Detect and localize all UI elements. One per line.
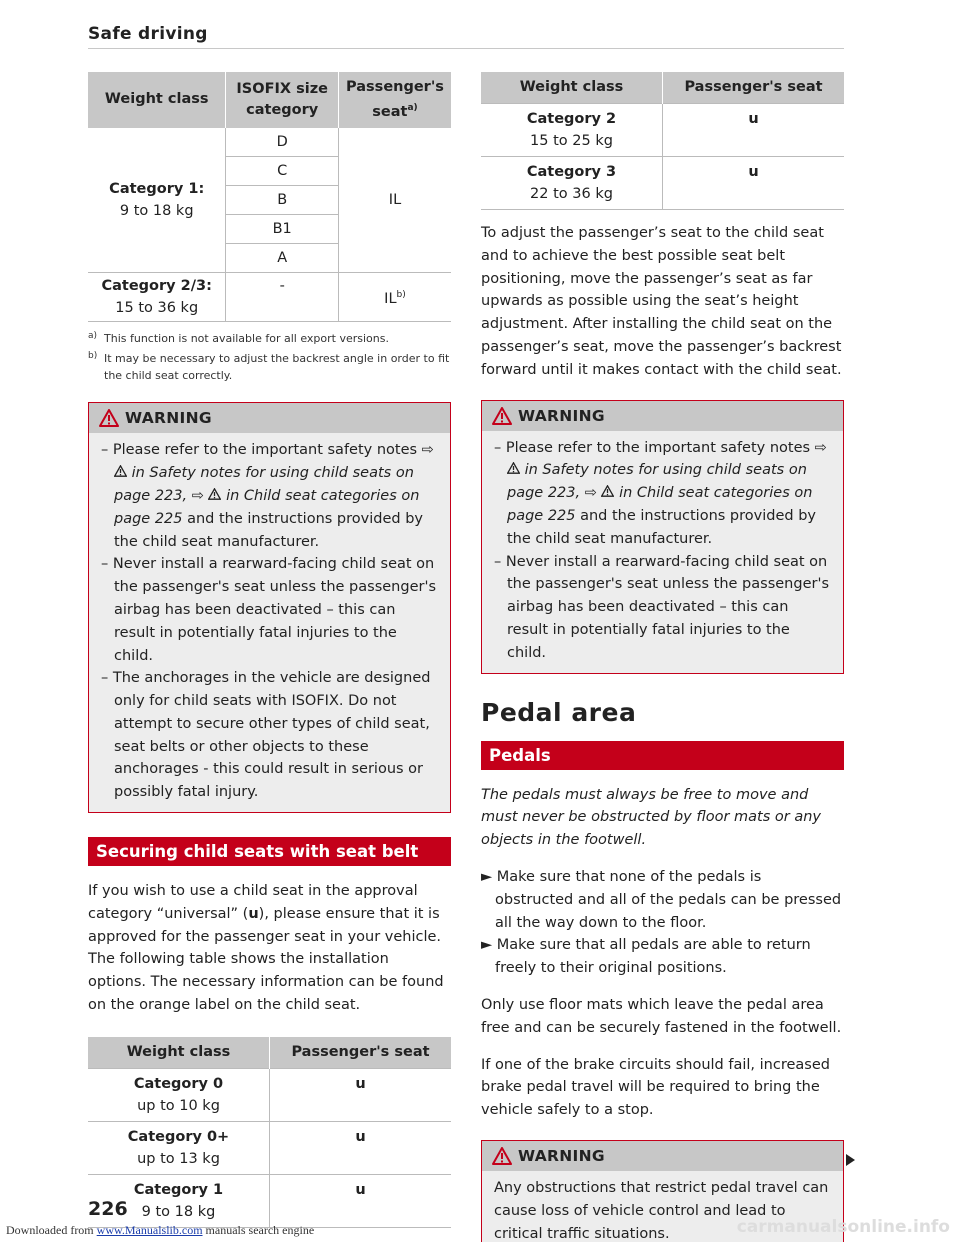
cat1-weight: 9 to 18 kg bbox=[119, 203, 194, 220]
warning-box-isofix bbox=[88, 402, 451, 813]
adjust-seat-paragraph: To adjust the passenger’s seat to the child seat and to achieve the best possible seat belt positioning, move the passenger’s seat as far upwards as possible using the seat’s height adjustment. After installing the child seat on the passenger’s seat, move the passenger’s backrest forward until it makes contact with the child seat. bbox=[481, 225, 842, 378]
download-footer bbox=[0, 1217, 960, 1242]
category-label: Category 2 bbox=[526, 111, 617, 127]
download-credit bbox=[6, 1223, 314, 1238]
child-seat-categories-link[interactable]: in Child seat categories on page 225 bbox=[507, 485, 813, 524]
belt-table-left bbox=[88, 1037, 451, 1228]
section-title-pedals: Pedals bbox=[481, 741, 844, 770]
header-divider bbox=[88, 48, 844, 49]
size-d: D bbox=[226, 128, 339, 157]
belt-left-header-seat: Passenger's seat bbox=[270, 1037, 452, 1069]
footnote-b bbox=[88, 350, 451, 384]
safety-notes-link[interactable]: in Safety notes for using child seats on page 223, bbox=[507, 462, 807, 502]
category-label: Category 0 bbox=[133, 1075, 224, 1092]
footnote-a-text: This function is not available for all export versions. bbox=[104, 332, 389, 346]
table-row bbox=[481, 104, 844, 157]
warning-body bbox=[89, 433, 450, 812]
warning-triangle-icon bbox=[208, 488, 221, 500]
weight-cell bbox=[481, 104, 663, 157]
warning-text: and the instructions provided by the child seat manufacturer. bbox=[507, 507, 816, 547]
weight-range: up to 13 kg bbox=[137, 1150, 220, 1167]
warning-item-rearward: – Never install a rearward-facing child seat on the passenger's seat unless the passenger's airbag has been deactivated – this can result in potentially fatal injuries to the child. bbox=[101, 556, 436, 664]
warning-title: WARNING bbox=[518, 1146, 605, 1165]
table-row bbox=[88, 1068, 451, 1121]
weight-range: up to 10 kg bbox=[137, 1097, 220, 1114]
footnote-a bbox=[88, 330, 451, 347]
isofix-table bbox=[88, 72, 451, 322]
arrow-symbol: ⇨ bbox=[191, 487, 204, 504]
isofix-header-size: ISOFIX size category bbox=[226, 72, 339, 128]
warning-triangle-icon bbox=[492, 407, 512, 425]
weight-cell bbox=[481, 157, 663, 210]
brake-circuit-paragraph: If one of the brake circuits should fail, increased brake pedal travel will be required to bring the vehicle safely to a stop. bbox=[481, 1056, 830, 1119]
paragraph-text: If you wish to use a child seat in the approval category “universal” ( bbox=[88, 883, 418, 922]
seat-cell: u bbox=[270, 1174, 452, 1227]
warning-text: – Please refer to the important safety notes ⇨ bbox=[101, 442, 434, 459]
manualslib-link[interactable]: www.Manualslib.com bbox=[96, 1223, 203, 1237]
table-row bbox=[481, 157, 844, 210]
cat23-cell bbox=[88, 273, 226, 322]
isofix-header-weight: Weight class bbox=[88, 72, 226, 128]
pedal-intro: The pedals must always be free to move and must never be obstructed by floor mats or any objects in the footwell. bbox=[481, 786, 821, 849]
section-title-seat-belt: Securing child seats with seat belt bbox=[88, 837, 451, 866]
warning-item-safety-notes bbox=[494, 437, 831, 551]
warning-item-safety-notes bbox=[101, 439, 438, 553]
safety-notes-link[interactable]: in Safety notes for using child seats on page 223, bbox=[114, 465, 414, 504]
cat1-cell bbox=[88, 128, 226, 273]
isofix-header-sup: a) bbox=[407, 103, 418, 113]
weight-range: 22 to 36 kg bbox=[530, 186, 613, 202]
warning-text: and the instructions provided by the child seat manufacturer. bbox=[114, 510, 423, 550]
size-b1: B1 bbox=[226, 215, 339, 244]
footnote-b-mark: b) bbox=[88, 351, 98, 362]
weight-cell bbox=[88, 1121, 270, 1174]
universal-symbol: u bbox=[248, 905, 259, 922]
warning-triangle-icon bbox=[601, 485, 614, 497]
seat-cell: u bbox=[270, 1121, 452, 1174]
paragraph-text: ), please ensure that it is approved for the passenger seat in your vehicle. The following table shows the installation options. The necessary information can be found on the orange label on the child seat. bbox=[88, 905, 444, 1014]
cat23-weight: 15 to 36 kg bbox=[115, 300, 199, 317]
arrow-symbol: ⇨ bbox=[584, 485, 597, 502]
cat23-seat: IL bbox=[384, 291, 397, 308]
warning-box-seat-belt bbox=[481, 400, 844, 674]
weight-cell bbox=[88, 1068, 270, 1121]
belt-right-header-weight: Weight class bbox=[481, 72, 663, 104]
child-seat-categories-link[interactable]: in Child seat categories on page 225 bbox=[114, 487, 420, 527]
warning-triangle-icon bbox=[114, 465, 127, 477]
warning-triangle-icon bbox=[507, 462, 520, 474]
footnote-a-mark: a) bbox=[88, 331, 98, 342]
left-column bbox=[88, 72, 451, 1228]
weight-range: 9 to 18 kg bbox=[141, 1203, 216, 1220]
warning-title: WARNING bbox=[125, 409, 212, 428]
category-label: Category 0+ bbox=[127, 1128, 230, 1145]
isofix-header-seat-text: Passenger's seat bbox=[346, 79, 444, 120]
page-number: 226 bbox=[88, 1198, 128, 1220]
warning-body bbox=[482, 431, 843, 673]
seat-cell: u bbox=[663, 104, 845, 157]
table-row bbox=[88, 1121, 451, 1174]
warning-title: WARNING bbox=[518, 406, 605, 425]
warning-header bbox=[482, 401, 843, 431]
warning-item-rearward: – Never install a rearward-facing child seat on the passenger's seat unless the passenger's airbag has been deactivated – this can result in potentially fatal injuries to the child. bbox=[494, 553, 829, 661]
download-prefix: Downloaded from bbox=[6, 1223, 94, 1237]
size-b: B bbox=[226, 186, 339, 215]
warning-text: – Please refer to the important safety notes ⇨ bbox=[494, 439, 827, 456]
watermark: carmanualsonline.info bbox=[736, 1217, 950, 1237]
cat1-seat: IL bbox=[338, 128, 451, 273]
download-suffix: manuals search engine bbox=[205, 1223, 315, 1237]
belt-table-right bbox=[481, 72, 844, 210]
seat-belt-paragraph bbox=[88, 880, 451, 1017]
footnote-b-text: It may be necessary to adjust the backrest angle in order to fit the child seat correctly. bbox=[104, 352, 450, 383]
warning-triangle-icon bbox=[99, 409, 119, 427]
continue-arrow-icon bbox=[846, 1154, 855, 1166]
cat23-label: Category 2/3: bbox=[101, 278, 212, 295]
seat-cell: u bbox=[663, 157, 845, 210]
cat1-label: Category 1: bbox=[109, 181, 205, 198]
warning-header bbox=[89, 403, 450, 433]
cat23-size: - bbox=[226, 273, 339, 322]
belt-right-header-seat: Passenger's seat bbox=[663, 72, 845, 104]
warning-header bbox=[482, 1141, 843, 1171]
cat23-seat-cell bbox=[338, 273, 451, 322]
floor-mats-paragraph: Only use floor mats which leave the pedal area free and can be securely fastened in the footwell. bbox=[481, 996, 842, 1036]
right-column bbox=[481, 72, 844, 1242]
warning-text: Any obstructions that restrict pedal travel can cause loss of vehicle control and lead to critical traffic situations. bbox=[494, 1179, 829, 1242]
pedal-area-heading: Pedal area bbox=[481, 697, 637, 727]
list-item: ► Make sure that all pedals are able to return freely to their original positions. bbox=[481, 937, 811, 977]
seat-cell: u bbox=[270, 1068, 452, 1121]
belt-left-header-weight: Weight class bbox=[88, 1037, 270, 1069]
section-header: Safe driving bbox=[88, 24, 208, 44]
cat23-seat-sup: b) bbox=[396, 290, 406, 301]
category-label: Category 1 bbox=[133, 1181, 224, 1198]
weight-range: 15 to 25 kg bbox=[530, 133, 613, 149]
list-item: ► Make sure that none of the pedals is obstructed and all of the pedals can be pressed all the way down to the floor. bbox=[481, 868, 842, 931]
pedal-steps bbox=[481, 866, 844, 980]
size-c: C bbox=[226, 157, 339, 186]
isofix-header-seat bbox=[338, 72, 451, 128]
category-label: Category 3 bbox=[526, 164, 617, 180]
size-a: A bbox=[226, 244, 339, 273]
warning-triangle-icon bbox=[492, 1147, 512, 1165]
warning-item-anchorages: – The anchorages in the vehicle are designed only for child seats with ISOFIX. Do not attempt to secure other types of child seat, seat belts or other objects to these anchorages - this could result in serious or possibly fatal injury. bbox=[101, 670, 431, 801]
